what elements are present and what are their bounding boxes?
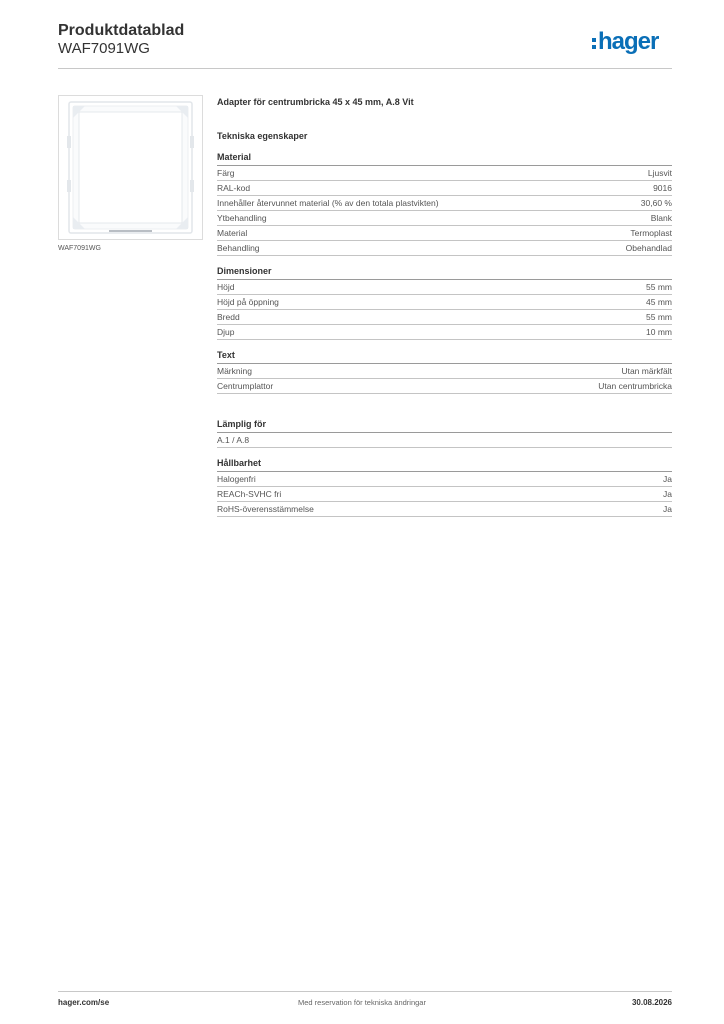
row-label: Innehåller återvunnet material (% av den totala plastvikten)	[217, 198, 439, 208]
table-row	[217, 181, 672, 196]
table-row	[217, 241, 672, 256]
table-row	[217, 379, 672, 394]
logo-text: hager	[598, 28, 659, 55]
row-value: Ja	[663, 474, 672, 484]
row-label: Höjd	[217, 282, 235, 292]
row-value: Termoplast	[630, 228, 672, 238]
row-label: RoHS-överensstämmelse	[217, 504, 314, 514]
row-value: Utan centrumbricka	[598, 381, 672, 391]
logo-dots-icon	[592, 38, 596, 49]
row-value: Ja	[663, 489, 672, 499]
section-title: Dimensioner	[217, 266, 672, 280]
footer-website-link[interactable]: hager.com/se	[58, 998, 110, 1007]
row-value: 30,60 %	[640, 198, 672, 208]
table-row	[217, 325, 672, 340]
technical-properties-heading: Tekniska egenskaper	[217, 131, 308, 141]
row-value: Ja	[663, 504, 672, 514]
table-row	[217, 487, 672, 502]
row-value: 55 mm	[646, 312, 672, 322]
row-value: 10 mm	[646, 327, 672, 337]
table-row	[217, 196, 672, 211]
footer-divider	[58, 991, 672, 992]
table-row	[217, 166, 672, 181]
hager-logo	[592, 28, 658, 56]
section-title: Text	[217, 350, 672, 364]
section-suitable-for	[217, 419, 672, 448]
row-label: Bredd	[217, 312, 240, 322]
row-value: Ljusvit	[647, 168, 672, 178]
footer-disclaimer: Med reservation för tekniska ändringar	[298, 998, 426, 1007]
image-caption: WAF7091WG	[58, 245, 101, 252]
table-row	[217, 211, 672, 226]
table-row	[217, 280, 672, 295]
row-label: REACh-SVHC fri	[217, 489, 282, 499]
row-value: 45 mm	[646, 297, 672, 307]
row-label: Centrumplattor	[217, 381, 274, 391]
row-label: A.1 / A.8	[217, 435, 250, 445]
row-value: 9016	[653, 183, 672, 193]
row-label: RAL-kod	[217, 183, 251, 193]
adapter-frame-icon	[59, 96, 202, 239]
row-label: Ytbehandling	[217, 213, 267, 223]
row-value: 55 mm	[646, 282, 672, 292]
section-sustainability	[217, 458, 672, 517]
table-row	[217, 364, 672, 379]
table-row	[217, 502, 672, 517]
section-title: Material	[217, 152, 672, 166]
row-label: Färg	[217, 168, 235, 178]
row-value: Blank	[650, 213, 672, 223]
row-label: Märkning	[217, 366, 252, 376]
table-row	[217, 472, 672, 487]
table-row	[217, 433, 672, 448]
section-title: Lämplig för	[217, 419, 672, 433]
row-label: Material	[217, 228, 248, 238]
section-material	[217, 152, 672, 256]
table-row	[217, 310, 672, 325]
product-image	[58, 95, 203, 240]
row-label: Halogenfri	[217, 474, 256, 484]
row-value: Utan märkfält	[621, 366, 672, 376]
row-label: Höjd på öppning	[217, 297, 279, 307]
page-title: Produktdatablad	[58, 22, 185, 39]
header-divider	[58, 68, 672, 69]
section-title: Hållbarhet	[217, 458, 672, 472]
table-row	[217, 226, 672, 241]
row-label: Behandling	[217, 243, 260, 253]
product-name: Adapter för centrumbricka 45 x 45 mm, A.8 Vit	[217, 97, 414, 107]
footer-date: 30.08.2026	[631, 998, 672, 1007]
product-code: WAF7091WG	[58, 40, 150, 57]
section-dimensions	[217, 266, 672, 340]
product-details	[217, 96, 672, 517]
row-label: Djup	[217, 327, 235, 337]
section-text	[217, 350, 672, 394]
table-row	[217, 295, 672, 310]
row-value: Obehandlad	[625, 243, 672, 253]
